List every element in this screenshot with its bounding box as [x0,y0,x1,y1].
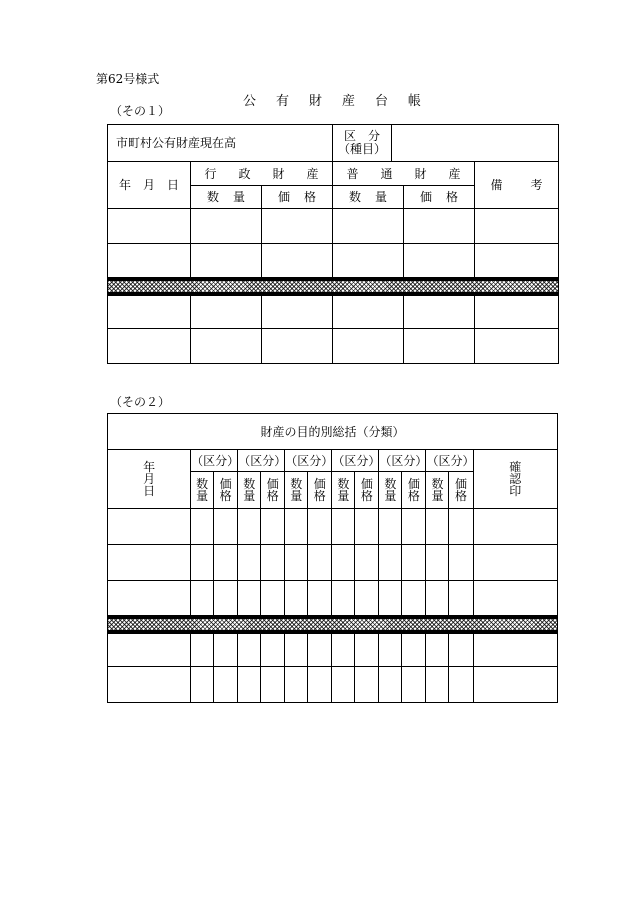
quantity-char: 量 [243,489,256,503]
form-number: 第62号様式 [96,72,160,86]
entry-cell[interactable] [332,632,355,667]
entry-cell[interactable] [285,545,308,581]
entry-cell[interactable] [214,581,238,617]
category-value [392,125,558,161]
quantity-char: 数 [196,477,209,491]
entry-cell[interactable] [108,581,191,617]
page-title [243,90,421,109]
category-sub-label: （種目） [338,142,387,156]
entry-cell[interactable] [379,581,402,617]
entry-cell[interactable] [191,294,262,329]
entry-cell[interactable] [379,509,402,545]
category-row-cell [333,125,559,162]
entry-cell[interactable] [108,632,191,667]
entry-cell[interactable] [108,329,191,364]
price-char: 価 [420,190,433,204]
table-row [108,294,559,329]
entry-cell[interactable] [261,667,285,703]
entry-cell[interactable] [238,632,261,667]
current-balance-cell [108,125,333,162]
entry-cell[interactable] [262,329,333,364]
admin-property-char: 行 [204,166,217,181]
entry-cell[interactable] [473,545,557,581]
quantity-header [333,186,404,209]
price-header [214,472,238,509]
quantity-char: 数 [349,190,362,204]
price-header [355,472,379,509]
table-row [108,244,559,279]
price-header [262,186,333,209]
table-row [108,581,558,617]
remarks-header [475,162,559,209]
entry-cell[interactable] [473,581,557,617]
price-char: 格 [219,489,232,503]
category-header: （区分） [285,450,332,472]
table-row [108,209,559,244]
entry-cell[interactable] [475,329,559,364]
entry-cell[interactable] [333,294,404,329]
quantity-header [191,472,214,509]
confirm-char: 確 [509,460,522,474]
entry-cell[interactable] [285,581,308,617]
entry-cell[interactable] [449,509,473,545]
entry-cell[interactable] [262,294,333,329]
entry-cell[interactable] [261,632,285,667]
price-char: 価 [278,190,291,204]
remarks-char: 考 [530,178,543,192]
entry-cell[interactable] [426,545,449,581]
entry-cell[interactable] [355,509,379,545]
quantity-char: 量 [431,489,444,503]
general-property-char: 通 [380,166,393,181]
entry-cell[interactable] [402,581,426,617]
price-char: 価 [454,477,467,491]
entry-cell[interactable] [355,632,379,667]
quantity-char: 量 [384,489,397,503]
quantity-char: 数 [243,477,256,491]
part2-label: （その２） [110,395,171,409]
quantity-char: 量 [232,190,245,204]
price-char: 格 [303,190,316,204]
price-char: 格 [446,190,459,204]
confirm-char: 認 [509,472,522,486]
entry-cell[interactable] [473,509,557,545]
price-char: 格 [360,489,373,503]
date-char: 月 [142,178,155,192]
quantity-char: 量 [196,489,209,503]
entry-cell[interactable] [473,632,557,667]
entry-cell[interactable] [449,545,473,581]
table-row [108,632,558,667]
table-row [108,329,559,364]
quantity-header [191,186,262,209]
quantity-char: 量 [337,489,350,503]
entry-cell[interactable] [333,209,404,244]
entry-cell[interactable] [108,667,191,703]
entry-cell[interactable] [426,581,449,617]
category-header: （区分） [238,450,285,472]
entry-cell[interactable] [404,294,475,329]
date-char: 年 [143,460,156,474]
entry-cell[interactable] [379,632,402,667]
entry-cell[interactable] [214,545,238,581]
summary-heading-cell [108,414,558,450]
entry-cell[interactable] [191,667,214,703]
entry-cell[interactable] [449,632,473,667]
entry-cell[interactable] [285,667,308,703]
title-char: 帳 [407,94,421,109]
current-balance-label: 市町村公有財産現在高 [116,136,237,150]
entry-cell[interactable] [191,509,214,545]
entry-cell[interactable] [332,509,355,545]
admin-property-header [191,162,333,186]
entry-cell[interactable] [261,509,285,545]
entry-cell[interactable] [238,581,261,617]
quantity-header [332,472,355,509]
entry-cell[interactable] [262,244,333,279]
price-char: 格 [407,489,420,503]
entry-cell[interactable] [214,509,238,545]
entry-cell[interactable] [261,545,285,581]
price-header [261,472,285,509]
entry-cell[interactable] [402,667,426,703]
general-property-char: 財 [414,166,427,181]
entry-cell[interactable] [308,545,332,581]
price-char: 価 [219,477,232,491]
quantity-char: 数 [207,190,220,204]
title-char: 産 [341,94,355,109]
summary-heading: 財産の目的別総括（分類） [260,424,405,439]
quantity-char: 量 [375,190,388,204]
entry-cell[interactable] [332,667,355,703]
quantity-char: 数 [431,477,444,491]
quantity-char: 数 [384,477,397,491]
price-char: 格 [313,489,326,503]
entry-cell[interactable] [191,545,214,581]
entry-cell[interactable] [108,545,191,581]
quantity-header [238,472,261,509]
price-char: 価 [407,477,420,491]
table-row [108,545,558,581]
category-label [333,125,392,161]
entry-cell[interactable] [108,509,191,545]
price-char: 価 [266,477,279,491]
date-char: 年 [119,178,132,192]
entry-cell[interactable] [332,581,355,617]
entry-cell[interactable] [108,294,191,329]
entry-cell[interactable] [426,509,449,545]
cut-line [108,617,558,632]
title-char: 台 [374,94,388,109]
entry-cell[interactable] [238,509,261,545]
date-header [108,450,191,509]
entry-cell[interactable] [426,667,449,703]
entry-cell[interactable] [191,581,214,617]
quantity-header [285,472,308,509]
entry-cell[interactable] [191,329,262,364]
table-row [108,667,558,703]
general-property-header [333,162,475,186]
price-char: 格 [454,489,467,503]
admin-property-char: 財 [272,166,285,181]
entry-cell[interactable] [355,581,379,617]
entry-cell[interactable] [449,581,473,617]
quantity-header [379,472,402,509]
category-header: （区分） [332,450,379,472]
entry-cell[interactable] [449,667,473,703]
entry-cell[interactable] [261,581,285,617]
entry-cell[interactable] [333,244,404,279]
entry-cell[interactable] [238,545,261,581]
cut-line-row [108,279,559,294]
entry-cell[interactable] [355,545,379,581]
entry-cell[interactable] [332,545,355,581]
entry-cell[interactable] [379,667,402,703]
entry-cell[interactable] [426,632,449,667]
entry-cell[interactable] [379,545,402,581]
price-header [449,472,473,509]
general-property-char: 普 [346,166,359,181]
entry-cell[interactable] [285,632,308,667]
quantity-char: 量 [290,489,303,503]
quantity-header [426,472,449,509]
entry-cell[interactable] [214,632,238,667]
price-char: 価 [360,477,373,491]
category-char: 区 [344,129,357,143]
table-row [108,509,558,545]
category-header: （区分） [379,450,426,472]
entry-cell[interactable] [402,509,426,545]
entry-cell[interactable] [475,294,559,329]
category-char: 分 [368,129,381,143]
entry-cell[interactable] [308,509,332,545]
admin-property-char: 政 [238,166,251,181]
title-char: 公 [243,94,257,109]
cut-line [108,279,559,294]
title-char: 有 [275,94,289,109]
entry-cell[interactable] [404,329,475,364]
category-header: （区分） [426,450,473,472]
price-header [308,472,332,509]
entry-cell[interactable] [404,244,475,279]
remarks-char: 備 [490,178,503,192]
entry-cell[interactable] [333,329,404,364]
cut-line-row [108,617,558,632]
part2-table [107,413,558,703]
entry-cell[interactable] [402,632,426,667]
quantity-char: 数 [337,477,350,491]
date-char: 月 [143,472,156,486]
entry-cell[interactable] [475,209,559,244]
entry-cell[interactable] [402,545,426,581]
entry-cell[interactable] [475,244,559,279]
entry-cell[interactable] [285,509,308,545]
entry-cell[interactable] [108,209,191,244]
date-char: 日 [143,484,156,498]
part1-table [107,124,559,364]
part1-label: （その１） [110,104,171,118]
entry-cell[interactable] [473,667,557,703]
confirm-seal-header [473,450,557,509]
date-char: 日 [166,178,179,192]
entry-cell[interactable] [238,667,261,703]
entry-cell[interactable] [308,581,332,617]
entry-cell[interactable] [191,632,214,667]
admin-property-char: 産 [306,166,319,181]
entry-cell[interactable] [308,667,332,703]
entry-cell[interactable] [404,209,475,244]
entry-cell[interactable] [214,667,238,703]
price-header [402,472,426,509]
entry-cell[interactable] [108,244,191,279]
general-property-char: 産 [448,166,461,181]
category-header: （区分） [191,450,238,472]
entry-cell[interactable] [355,667,379,703]
entry-cell[interactable] [191,244,262,279]
confirm-char: 印 [509,484,522,498]
quantity-char: 数 [290,477,303,491]
price-char: 格 [266,489,279,503]
entry-cell[interactable] [191,209,262,244]
price-header [404,186,475,209]
price-char: 価 [313,477,326,491]
title-char: 財 [308,94,322,109]
date-header [108,162,191,209]
entry-cell[interactable] [308,632,332,667]
entry-cell[interactable] [262,209,333,244]
